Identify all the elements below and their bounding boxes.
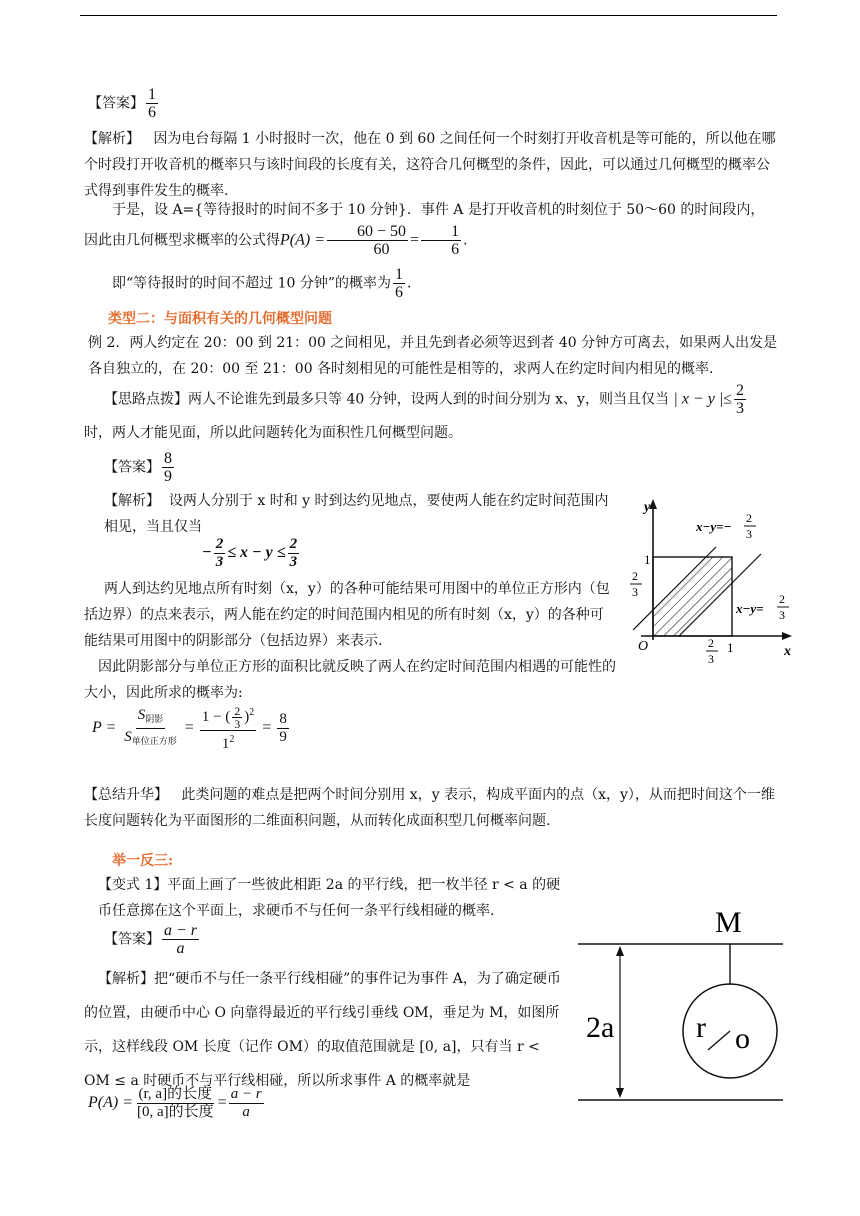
origin-label: O [638, 639, 649, 654]
vf-lhs: P(A) = [88, 1094, 133, 1112]
ineq-frac-left: $\frac{2}{3}$ [215, 536, 224, 570]
variant-label: 【变式 1】 [98, 877, 168, 893]
ineq-mid: ≤ x − y ≤ [227, 544, 286, 562]
formula-fraction: $\frac{60 - 50}{60}$ [327, 223, 408, 258]
ineq-frac-right: $\frac{2}{3}$ [289, 536, 298, 570]
inequality [202, 536, 301, 571]
two-a-label: 2a [586, 1011, 615, 1044]
y-frac-num: 2 [632, 569, 638, 583]
analysis-para1: 因为电台每隔 1 小时报时一次，他在 0 到 60 之间任何一个时刻打开收音机是等可能的，所以他在哪个时段打开收音机的概率只与该时间段的长度有关，这符合几何概型的条件，因此，可以通过几何概型的概率公式得到事件发生的概率. [84, 131, 776, 199]
analysis-2-text2: 两人到达约见地点所有时刻（x，y）的各种可能结果可用图中的单位正方形内（包括边界）的点来表示，两人能在约定的时间范围内相见的所有时刻（x，y）的各种可能结果可用图中的阴影部分（包括边界）来表示. [84, 581, 610, 649]
vf-eq: = [217, 1094, 227, 1112]
result-fraction: $\frac{8}{9}$ [279, 711, 287, 746]
header-rule [80, 15, 777, 16]
ineq-minus: − [202, 544, 212, 562]
variant-answer-fraction: $\frac{a - r}{a}$ [164, 922, 198, 957]
p-lhs: P = [92, 719, 117, 737]
summary-text: 此类问题的难点是把两个时间分别用 x，y 表示，构成平面内的点（x，y），从而把时间这个一维长度问题转化为平面图形的二维面积问题，从而转化成面积型几何概率问题. [84, 787, 775, 829]
x-frac-den: 3 [708, 652, 714, 666]
variant-analysis-label: 【解析】 [98, 971, 154, 987]
hint-line2: 时，两人才能见面，所以此问题转化为面积性几何概型问题。 [84, 425, 462, 441]
summary-label: 【总结升华】 [84, 787, 168, 803]
M-label: M [715, 906, 742, 939]
probability-formula: P = $\frac{S_{阴影}}{S_{单位正方形}}$ = 1 − ( $\frac{2}{3}$ )$^2$ $1^2$ = $\frac{8}{9}$ [92, 704, 287, 753]
analysis-label: 【解析】 [84, 131, 140, 147]
hint-label: 【思路点拨】 [104, 391, 188, 408]
variant-analysis [84, 962, 566, 1098]
analysis-2-text1 [104, 488, 616, 540]
para3-text: 即“等待报时的时间不超过 10 分钟”的概率为 [112, 275, 392, 292]
hint-cond: | x − y |≤ [673, 390, 732, 408]
analysis2-text1: 设两人分别于 x 时和 y 时到达约见地点，要使两人能在约定时间范围内相见，当且仅当 [104, 493, 609, 535]
variant-analysis-text2: 只有当 r < OM ≤ a 时硬币不与平行线相碰，所以所求事件 A 的概率就是 [84, 1039, 540, 1089]
answer2-fraction: $\frac{8}{9}$ [164, 450, 172, 485]
analysis2-label: 【解析】 [104, 493, 160, 509]
formula-eq: = [410, 231, 420, 249]
formula-lhs: P(A) = [280, 231, 325, 249]
variant-analysis-text1: 把“硬币不与任一条平行线相碰”的事件记为事件 A，为了确定硬币的位置，由硬币中心 O 向靠得最近的平行线引垂线 OM，垂足为 M，如图所示，这样线段 OM 长度（记作 OM）的取值范围就是 [0, a]， [84, 971, 561, 1055]
complement-fraction: 1 − ( $\frac{2}{3}$ )$^2$ $1^2$ [201, 704, 255, 753]
variant-1 [98, 872, 566, 924]
r-label: r [696, 1011, 706, 1044]
analysis-2-text3: 因此阴影部分与单位正方形的面积比就反映了两人在约定时间范围内相遇的可能性的大小，因此所求的概率为: [84, 659, 616, 701]
s-ratio: $\frac{S_{阴影}}{S_{单位正方形}}$ [124, 707, 177, 747]
y-one-label: 1 [644, 552, 651, 567]
analysis-1-para2: 于是，设 A={等待报时的时间不多于 10 分钟}．事件 A 是打开收音机的时刻位于 50～60 的时间段内，因此由几何概型求概率的公式得P(A) = $\frac{60 - 50}{60}$ = $\frac{1}{6}$ . [84, 202, 765, 258]
variant-answer [104, 922, 201, 957]
o-label: o [735, 1022, 750, 1055]
y-label: y [644, 500, 651, 515]
svg-text:3: 3 [746, 527, 752, 541]
hint-line [104, 382, 778, 417]
answer-label: 【答案】 [88, 95, 144, 112]
answer-1 [88, 86, 160, 121]
arrow-up-icon [616, 946, 624, 956]
summary [84, 782, 780, 834]
variant-answer-label: 【答案】 [104, 931, 160, 948]
answer-2 [104, 450, 176, 485]
x-one-label: 1 [727, 640, 734, 655]
para2-text: 于是，设 A={等待报时的时间不多于 10 分钟}．事件 A 是打开收音机的时刻位于 50～60 的时间段内，因此由几何概型求概率的公式得 [84, 202, 765, 249]
variant-text: 平面上画了一些彼此相距 2a 的平行线，把一枚半径 r < a 的硬币任意掷在这个平面上，求硬币不与任何一条平行线相碰的概率. [98, 877, 561, 919]
variant-formula [88, 1086, 266, 1121]
juyi-title: 举一反三: [112, 853, 174, 869]
shaded-region [653, 557, 732, 636]
hint-fraction: $\frac{2}{3}$ [736, 382, 744, 417]
svg-text:2: 2 [779, 592, 785, 606]
coin-diagram [578, 900, 788, 1110]
vf-result: $\frac{a - r}{a}$ [230, 1086, 262, 1120]
top-line-label: x−y=− [696, 519, 732, 534]
type2-title: 类型二：与面积有关的几何概型问题 [108, 311, 332, 327]
y-frac-den: 3 [632, 585, 638, 599]
para3-fraction: $\frac{1}{6}$ [395, 266, 404, 301]
x-axis-arrow-icon [782, 632, 792, 640]
radius [708, 1031, 730, 1050]
example-2: 例 2．两人约定在 20：00 到 21：00 之间相见，并且先到者必须等迟到者 40 分钟方可离去，如果两人出发是各自独立的，在 20：00 至 21：00 各时刻相见的可能性是相等的，求两人在约定时间内相见的概率. [88, 335, 778, 377]
bottom-line-label: x−y= [736, 601, 764, 616]
svg-text:2: 2 [746, 511, 752, 525]
vf-fraction: $\frac{\text{(r, a]的长度}}{\text{[0, a]的长度}}$ [137, 1086, 214, 1120]
x-label: x [784, 644, 791, 659]
hint-text1: 两人不论谁先到最多只等 40 分钟，设两人到的时间分别为 x、y，则当且仅当 [188, 391, 669, 408]
answer-fraction: $\frac{1}{6}$ [148, 86, 156, 121]
formula-result: $\frac{1}{6}$ [421, 223, 461, 258]
svg-text:3: 3 [779, 608, 785, 622]
unit-square-diagram [626, 495, 796, 675]
arrow-down-icon [616, 1088, 624, 1098]
analysis-1 [84, 126, 778, 204]
x-frac-num: 2 [708, 636, 714, 650]
answer2-label: 【答案】 [104, 459, 160, 476]
analysis-1-para3: 即“等待报时的时间不超过 10 分钟”的概率为 $\frac{1}{6}$ . [112, 266, 412, 301]
